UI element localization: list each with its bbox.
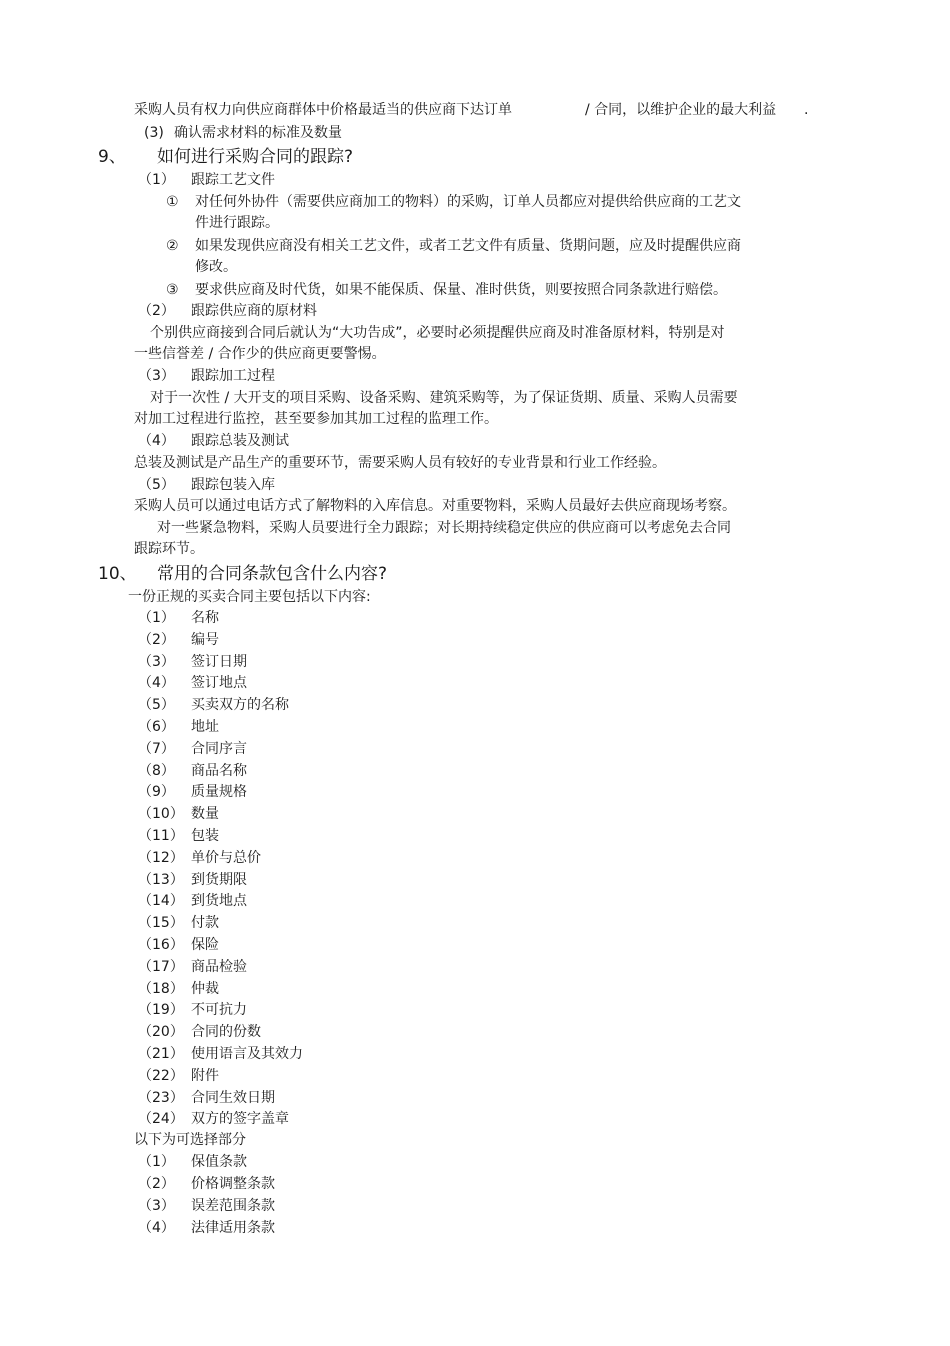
- list-item-number: （10）: [138, 806, 184, 823]
- list-item-label: 法律适用条款: [191, 1220, 275, 1236]
- q9-s5-num: （5）: [138, 477, 175, 493]
- list-item-label: 商品名称: [191, 762, 247, 779]
- list-item-number: （12）: [138, 849, 184, 866]
- list-item-number: （2）: [138, 631, 175, 648]
- list-item-label: 付款: [191, 915, 219, 932]
- q9-s3-title: 跟踪加工过程: [191, 368, 275, 384]
- q9-c1-l1: 对任何外协件（需要供应商加工的物料）的采购，订单人员都应对提供给供应商的工艺文: [195, 194, 741, 210]
- q9-s4-num: （4）: [138, 433, 175, 449]
- list-item-number: （20）: [138, 1024, 184, 1041]
- list-item-number: （11）: [138, 828, 184, 844]
- list-item-label: 商品检验: [191, 958, 247, 975]
- list-item-number: （19）: [138, 1002, 184, 1019]
- q9-c3-l1: 要求供应商及时代货，如果不能保质、保量、准时供货，则要按照合同条款进行赔偿。: [195, 282, 727, 298]
- q9-p3-l2: 对加工过程进行监控，甚至要参加其加工过程的监理工作。: [134, 411, 498, 427]
- list-item-label: 到货期限: [191, 871, 247, 888]
- list-item-label: 合同的份数: [191, 1024, 261, 1041]
- prev-item3-num: (3): [144, 125, 164, 141]
- q9-c1-mark: ①: [166, 194, 179, 210]
- intro-line-c: .: [804, 102, 809, 118]
- list-item-number: （13）: [138, 871, 184, 888]
- q9-s1-title: 跟踪工艺文件: [191, 172, 275, 188]
- optional-intro: 以下为可选择部分: [134, 1132, 246, 1148]
- list-item-label: 数量: [191, 806, 219, 823]
- list-item-number: （5）: [138, 697, 175, 714]
- q9-p5-l1: 采购人员可以通过电话方式了解物料的入库信息。对重要物料，采购人员最好去供应商现场考察。: [134, 498, 736, 514]
- q9-p5-l2: 对一些紧急物料，采购人员要进行全力跟踪；对长期持续稳定供应的供应商可以考虑免去合同: [157, 520, 731, 536]
- q9-s2-title: 跟踪供应商的原材料: [191, 303, 317, 319]
- list-item-number: （22）: [138, 1067, 184, 1084]
- q9-c2-l2: 修改。: [195, 259, 237, 275]
- list-item-label: 名称: [191, 610, 219, 626]
- list-item-label: 使用语言及其效力: [191, 1046, 303, 1062]
- q9-title: 如何进行采购合同的跟踪?: [157, 147, 354, 167]
- list-item-number: （21）: [138, 1046, 184, 1062]
- list-item-label: 附件: [191, 1067, 219, 1084]
- q9-c3-mark: ③: [166, 282, 179, 298]
- list-item-label: 买卖双方的名称: [191, 697, 289, 714]
- q9-s1-num: （1）: [138, 172, 175, 188]
- list-item-number: （3）: [138, 653, 175, 670]
- list-item-number: （7）: [138, 740, 175, 757]
- prev-item3-text: 确认需求材料的标准及数量: [174, 125, 342, 141]
- q9-s5-title: 跟踪包装入库: [191, 477, 275, 493]
- q9-c2-mark: ②: [166, 238, 179, 254]
- list-item-number: （2）: [138, 1176, 175, 1192]
- list-item-label: 编号: [191, 631, 219, 648]
- q9-c1-l2: 件进行跟踪。: [195, 215, 279, 231]
- list-item-label: 签订地点: [191, 675, 247, 692]
- q9-p2-l1: 个别供应商接到合同后就认为“大功告成”，必要时必须提醒供应商及时准备原材料，特别是对: [150, 325, 725, 341]
- q9-s3-num: （3）: [138, 368, 175, 384]
- list-item-label: 包装: [191, 828, 219, 844]
- q9-c2-l1: 如果发现供应商没有相关工艺文件，或者工艺文件有质量、货期问题，应及时提醒供应商: [195, 238, 741, 254]
- list-item-label: 合同序言: [191, 740, 247, 757]
- list-item-label: 质量规格: [191, 784, 247, 801]
- list-item-label: 合同生效日期: [191, 1089, 275, 1106]
- list-item-label: 误差范围条款: [191, 1198, 275, 1214]
- list-item-number: （18）: [138, 980, 184, 997]
- list-item-number: （24）: [138, 1111, 184, 1128]
- q9-p4-l1: 总装及测试是产品生产的重要环节，需要采购人员有较好的专业背景和行业工作经验。: [134, 455, 666, 471]
- intro-line-b: / 合同，以维护企业的最大利益: [585, 102, 777, 118]
- list-item-number: （1）: [138, 1154, 175, 1170]
- list-item-label: 双方的签字盖章: [191, 1111, 289, 1128]
- q9-s4-title: 跟踪总装及测试: [191, 433, 289, 449]
- list-item-label: 单价与总价: [191, 849, 261, 866]
- q10-intro: 一份正规的买卖合同主要包括以下内容:: [128, 589, 371, 605]
- list-item-label: 保险: [191, 937, 219, 953]
- list-item-number: （3）: [138, 1198, 175, 1214]
- list-item-label: 不可抗力: [191, 1002, 247, 1019]
- list-item-number: （9）: [138, 784, 175, 801]
- list-item-label: 地址: [191, 719, 219, 735]
- list-item-number: （8）: [138, 762, 175, 779]
- list-item-label: 签订日期: [191, 653, 247, 670]
- q9-s2-num: （2）: [138, 303, 175, 319]
- list-item-number: （15）: [138, 915, 184, 932]
- q10-number: 10、: [98, 564, 137, 584]
- q9-p3-l1: 对于一次性 / 大开支的项目采购、设备采购、建筑采购等，为了保证货期、质量、采购人员需要: [150, 390, 738, 406]
- list-item-number: （6）: [138, 719, 175, 735]
- q9-number: 9、: [98, 147, 126, 167]
- list-item-label: 价格调整条款: [191, 1176, 275, 1192]
- list-item-label: 到货地点: [191, 893, 247, 910]
- intro-line-a: 采购人员有权力向供应商群体中价格最适当的供应商下达订单: [134, 102, 512, 118]
- list-item-number: （17）: [138, 958, 184, 975]
- list-item-label: 保值条款: [191, 1154, 247, 1170]
- list-item-number: （14）: [138, 893, 184, 910]
- list-item-number: （1）: [138, 610, 175, 626]
- list-item-number: （4）: [138, 1220, 175, 1236]
- q10-title: 常用的合同条款包含什么内容?: [157, 564, 388, 584]
- list-item-label: 仲裁: [191, 980, 219, 997]
- q9-p5-l3: 跟踪环节。: [134, 541, 204, 557]
- list-item-number: （16）: [138, 937, 184, 953]
- list-item-number: （4）: [138, 675, 175, 692]
- q9-p2-l2: 一些信誉差 / 合作少的供应商更要警惕。: [134, 346, 386, 362]
- list-item-number: （23）: [138, 1089, 184, 1106]
